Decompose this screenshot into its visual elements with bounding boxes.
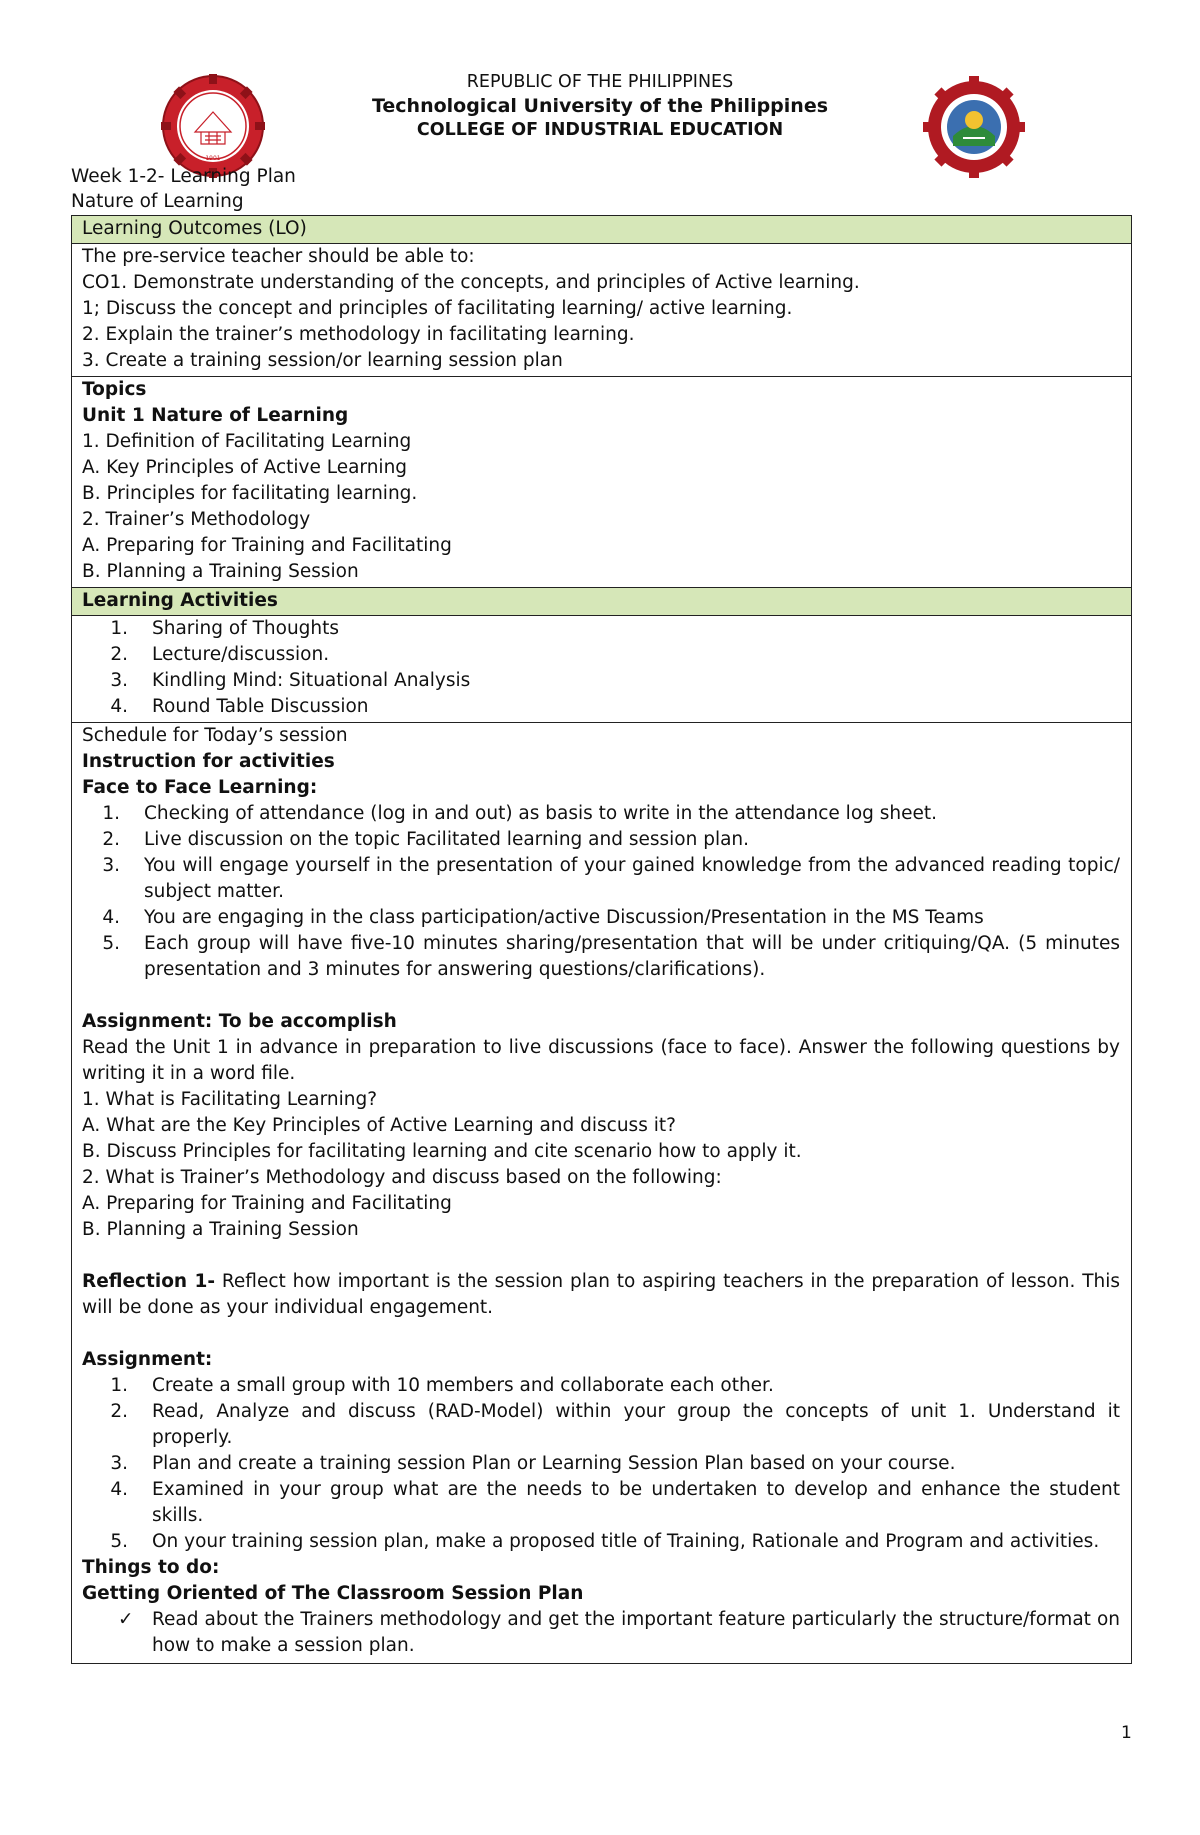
assignment2-list bbox=[82, 1373, 1120, 1555]
f2f-item: You are engaging in the class participation/active Discussion/Presentation in the MS Teams bbox=[144, 907, 984, 928]
topic-item: A. Preparing for Training and Facilitating bbox=[82, 535, 452, 556]
unit-title: Unit 1 Nature of Learning bbox=[82, 405, 349, 426]
topics-heading: Topics bbox=[82, 379, 147, 400]
topic-item: A. Key Principles of Active Learning bbox=[82, 457, 408, 478]
reflection-text: Reflect how important is the session plan to aspiring teachers in the preparation of lesson. This will be done as your individual engagement. bbox=[82, 1271, 1120, 1318]
activities-list bbox=[82, 616, 1120, 720]
f2f-item: Each group will have five-10 minutes sharing/presentation that will be under critiquing/QA. (5 minutes presentation and 3 minutes for answering questions/clarifications). bbox=[144, 933, 1120, 980]
topic-item: 1. Definition of Facilitating Learning bbox=[82, 431, 412, 452]
learning-plan-table bbox=[71, 215, 1132, 1664]
instruction-heading: Instruction for activities bbox=[82, 751, 335, 772]
assignment2-item: Examined in your group what are the needs to be undertaken to develop and enhance the student skills. bbox=[152, 1479, 1120, 1526]
assignment-question: B. Planning a Training Session bbox=[82, 1219, 359, 1240]
lo-line: 3. Create a training session/or learning session plan bbox=[82, 350, 563, 371]
republic-line: REPUBLIC OF THE PHILIPPINES bbox=[466, 72, 734, 92]
assignment2-item: Read, Analyze and discuss (RAD-Model) within your group the concepts of unit 1. Understand it properly. bbox=[152, 1401, 1120, 1448]
f2f-list bbox=[82, 801, 1120, 983]
assignment-question: 1. What is Facilitating Learning? bbox=[82, 1089, 378, 1110]
assignment2-item: Create a small group with 10 members and collaborate each other. bbox=[152, 1375, 774, 1396]
assignment-heading: Assignment: To be accomplish bbox=[82, 1011, 397, 1032]
assignment-intro: Read the Unit 1 in advance in preparation to live discussions (face to face). Answer the following questions by writing it in a word file. bbox=[82, 1037, 1120, 1084]
reflection-label: Reflection 1- bbox=[82, 1271, 216, 1292]
activity-item: Round Table Discussion bbox=[152, 696, 369, 717]
lo-cell bbox=[72, 244, 1132, 377]
assignment2-heading: Assignment: bbox=[82, 1349, 213, 1370]
assignment-question: B. Discuss Principles for facilitating learning and cite scenario how to apply it. bbox=[82, 1141, 802, 1162]
lo-line: 1; Discuss the concept and principles of facilitating learning/ active learning. bbox=[82, 298, 793, 319]
lo-line: 2. Explain the trainer’s methodology in facilitating learning. bbox=[82, 324, 635, 345]
todo-item bbox=[82, 1607, 1120, 1659]
activity-item: Kindling Mind: Situational Analysis bbox=[152, 670, 471, 691]
f2f-heading: Face to Face Learning: bbox=[82, 777, 318, 798]
svg-text:1901: 1901 bbox=[205, 155, 221, 162]
cie-seal-right-icon bbox=[923, 76, 1025, 178]
activities-heading: Learning Activities bbox=[72, 588, 1132, 616]
checkmark-icon: ✓ bbox=[118, 1609, 134, 1630]
college-name: COLLEGE OF INDUSTRIAL EDUCATION bbox=[416, 120, 784, 140]
schedule-cell bbox=[72, 723, 1132, 1664]
getting-oriented-heading: Getting Oriented of The Classroom Session Plan bbox=[82, 1583, 584, 1604]
f2f-item: Checking of attendance (log in and out) as basis to write in the attendance log sheet. bbox=[144, 803, 938, 824]
activity-item: Sharing of Thoughts bbox=[152, 618, 340, 639]
schedule-line: Schedule for Today’s session bbox=[82, 725, 348, 746]
topic-item: B. Planning a Training Session bbox=[82, 561, 359, 582]
university-name: Technological University of the Philippines bbox=[371, 95, 829, 117]
lo-heading: Learning Outcomes (LO) bbox=[72, 216, 1132, 244]
week-title: Week 1-2- Learning Plan bbox=[71, 166, 296, 187]
assignment2-item: On your training session plan, make a proposed title of Training, Rationale and Program and activities. bbox=[152, 1531, 1100, 1552]
assignment2-item: Plan and create a training session Plan or Learning Session Plan based on your course. bbox=[152, 1453, 956, 1474]
plan-subtitle: Nature of Learning bbox=[71, 191, 244, 212]
plan-title-block bbox=[71, 164, 296, 214]
lo-line: The pre-service teacher should be able to: bbox=[82, 246, 475, 267]
things-to-do-heading: Things to do: bbox=[82, 1557, 220, 1578]
todo-text: Read about the Trainers methodology and get the important feature particularly the structure/format on how to make a session plan. bbox=[152, 1609, 1120, 1656]
todo-list bbox=[82, 1607, 1120, 1659]
topic-item: 2. Trainer’s Methodology bbox=[82, 509, 311, 530]
f2f-item: You will engage yourself in the presentation of your gained knowledge from the advanced reading topic/ subject matter. bbox=[144, 855, 1120, 902]
topic-item: B. Principles for facilitating learning. bbox=[82, 483, 418, 504]
f2f-item: Live discussion on the topic Facilitated learning and session plan. bbox=[144, 829, 750, 850]
assignment-question: A. What are the Key Principles of Active Learning and discuss it? bbox=[82, 1115, 676, 1136]
lo-line: CO1. Demonstrate understanding of the concepts, and principles of Active learning. bbox=[82, 272, 860, 293]
assignment-question: 2. What is Trainer’s Methodology and discuss based on the following: bbox=[82, 1167, 722, 1188]
activity-item: Lecture/discussion. bbox=[152, 644, 330, 665]
reflection-paragraph bbox=[82, 1269, 1120, 1321]
page-number: 1 bbox=[1121, 1723, 1132, 1743]
topics-cell bbox=[72, 377, 1132, 588]
assignment-question: A. Preparing for Training and Facilitating bbox=[82, 1193, 452, 1214]
activities-cell bbox=[72, 616, 1132, 723]
